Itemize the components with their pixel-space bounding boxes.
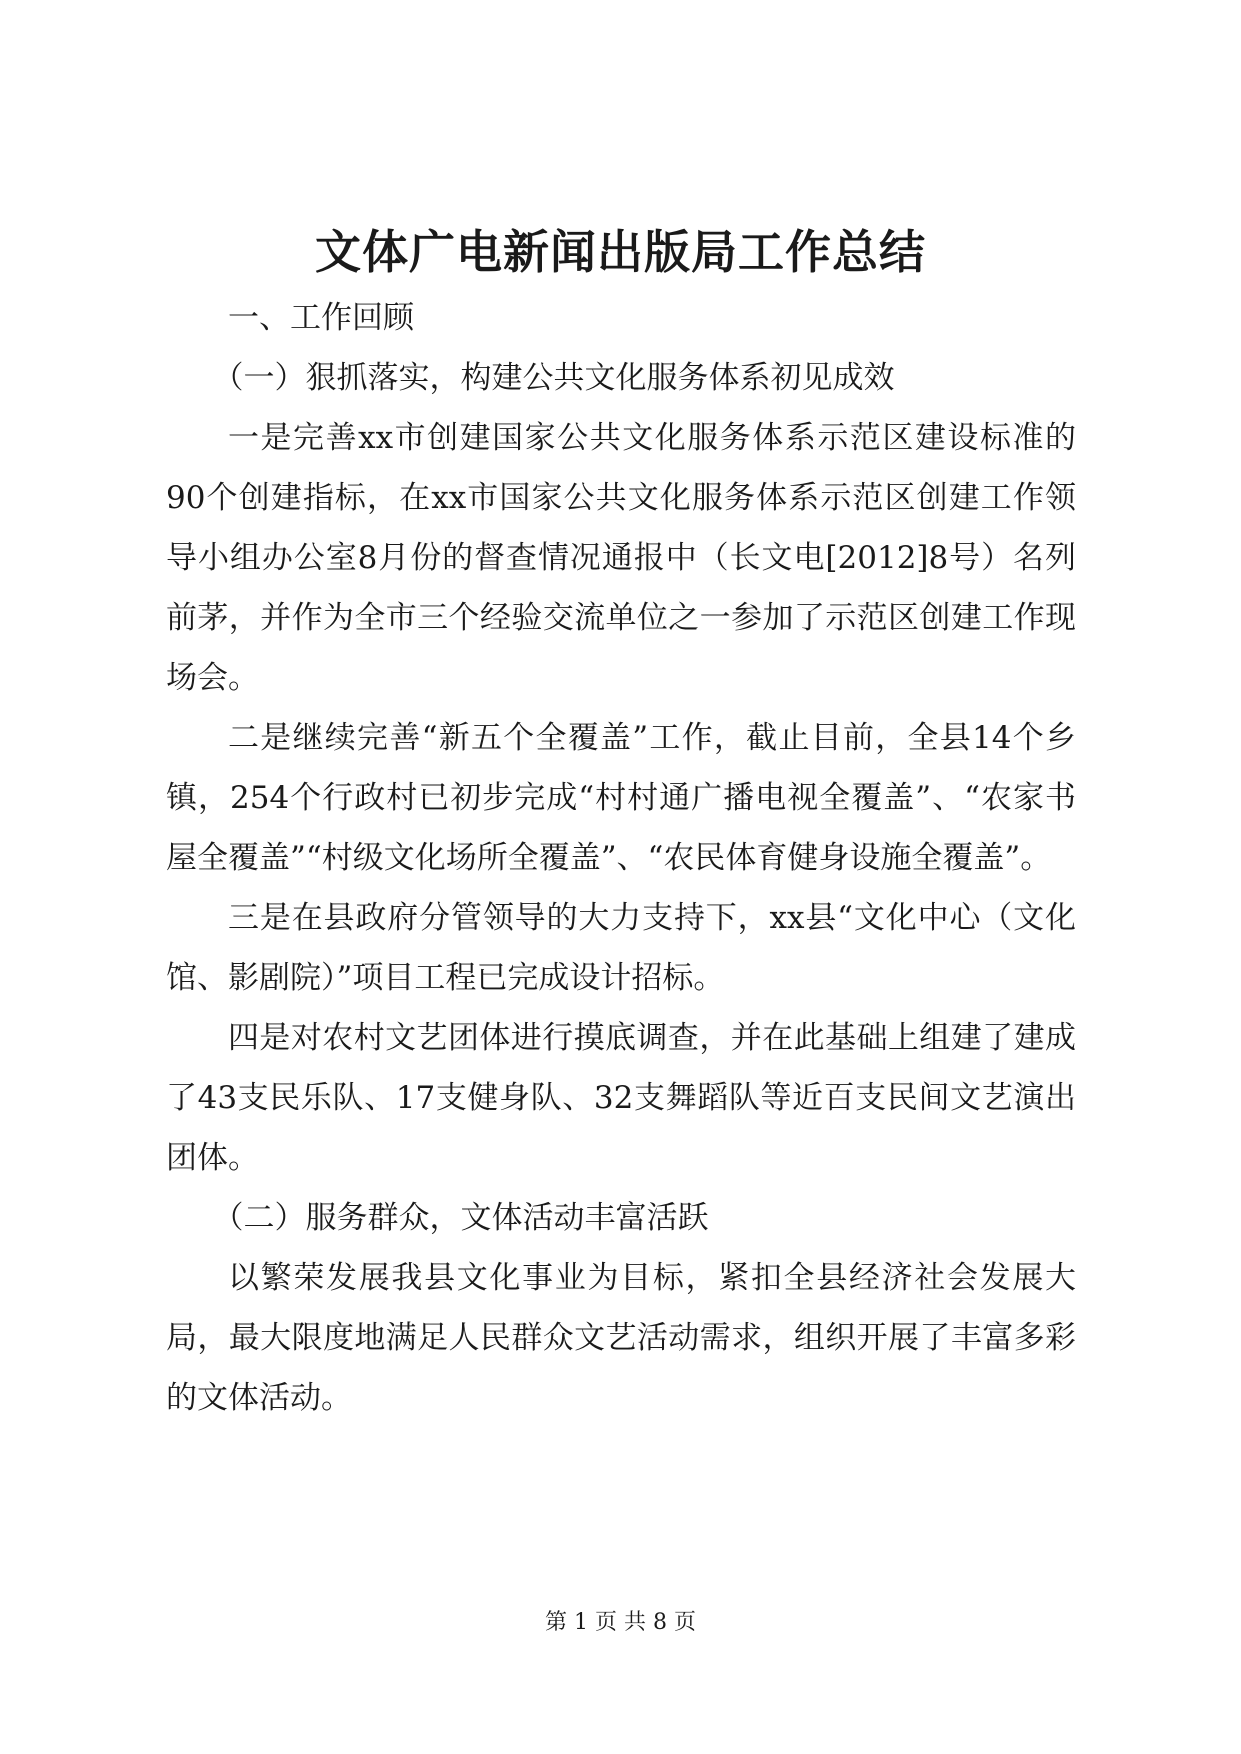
body-paragraph: 四是对农村文艺团体进行摸底调查，并在此基础上组建了建成了43支民乐队、17支健身队、32支舞蹈队等近百支民间文艺演出团体。 [166, 1020, 1076, 1176]
body-paragraph: 二是继续完善“新五个全覆盖”工作，截止目前，全县14个乡镇，254个行政村已初步完成“村村通广播电视全覆盖”、“农家书屋全覆盖”“村级文化场所全覆盖”、“农民体育健身设施全覆盖”。 [166, 720, 1076, 876]
subsection-heading: （一）狠抓落实，构建公共文化服务体系初见成效 [212, 360, 895, 396]
subsection-heading: （二）服务群众，文体活动丰富活跃 [212, 1200, 709, 1236]
body-paragraph: 以繁荣发展我县文化事业为目标，紧扣全县经济社会发展大局，最大限度地满足人民群众文艺活动需求，组织开展了丰富多彩的文体活动。 [166, 1260, 1076, 1416]
document-title: 文体广电新闻出版局工作总结 [315, 225, 926, 279]
document-body [166, 288, 1076, 1428]
page-number-footer: 第 1 页 共 8 页 [545, 1610, 696, 1635]
section-heading: 一、工作回顾 [228, 300, 414, 336]
body-paragraph: 三是在县政府分管领导的大力支持下，xx县“文化中心（文化馆、影剧院）”项目工程已完成设计招标。 [166, 900, 1076, 996]
body-paragraph: 一是完善xx市创建国家公共文化服务体系示范区建设标准的90个创建指标，在xx市国家公共文化服务体系示范区创建工作领导小组办公室8月份的督查情况通报中（长文电[2012]8号）名列前茅，并作为全市三个经验交流单位之一参加了示范区创建工作现场会。 [166, 420, 1076, 696]
